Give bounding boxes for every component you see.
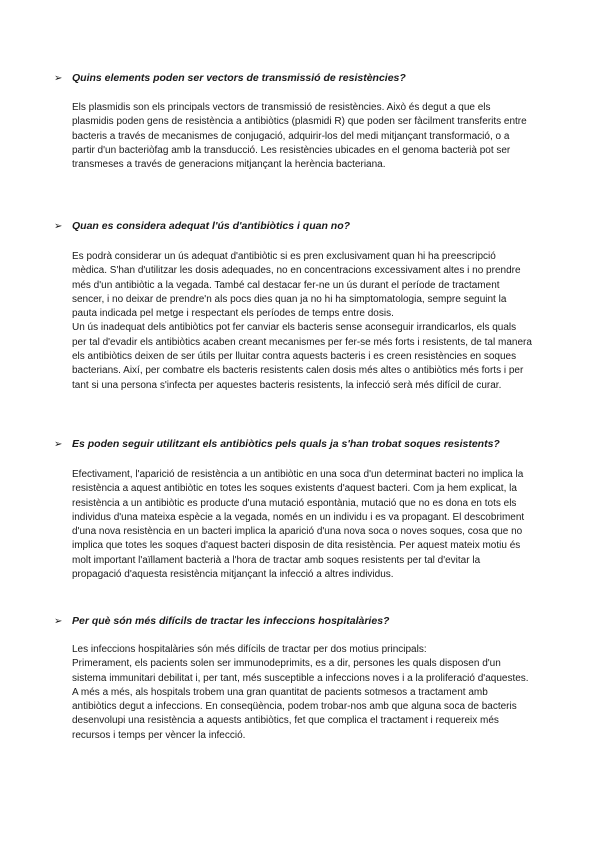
answer-paragraph: Un ús inadequat dels antibiòtics pot fer canviar els bacteris sense aconseguir irrandicarlos, els quals per tal d'evadir els antibiòtics acaben creant mecanismes per fer-se més forts i resistents, de tal manera els antibiòtics deixen de ser útils per lluitar contra aquests bacteris i es creen resistències en soques bacterians. Així, per combatre els bacteris resistents calen dosis més altes o antibiòtics més forts i per tant si una persona s'infecta per aquestes bacteris resistents, la infecció serà més difícil de curar. <box>72 322 532 391</box>
answer-paragraph: A més a més, als hospitals trobem una gran quantitat de pacients sotmesos a tractament amb antibiòtics degut a infeccions. En conseqüència, podem trobar-nos amb que alguna soca de bacteris desenvolupi una resistència a aquests antibiòtics, fet que complica el tractament i requereix més recursos i temps per vèncer la infecció. <box>72 686 517 741</box>
question-text: Quan es considera adequat l'ús d'antibiòtics i quan no? <box>72 220 351 232</box>
question-heading <box>54 219 574 234</box>
answer-block <box>72 250 532 393</box>
answer-paragraph: Efectivament, l'aparició de resistència a un antibiòtic en una soca d'un determinat bacteri no implica la resistència a aquest antibiòtic en totes les soques existents d'aquest bacteri. Com ja hem explicat, la resistència a un antibiòtic es producte d'una mutació espontània, mutació que no es dona en tots els individus d'una mateixa espècie a la vegada, només en un individu i es va propagant. El descobriment d'una nova resistència en un bacteri implica la aparició d'una nova soca o noves soques, cosa que no implica que totes les soques d'aquest bacteri disposin de dita resistència. Per aquest mateix motiu és molt important l'aïllament bacterià a l'hora de tractar amb soques resistents per tal d'evitar la propagació d'aquesta resistència mitjançant la infecció a altres individus. <box>72 469 525 581</box>
answer-paragraph: Els plasmidis son els principals vectors de transmissió de resistències. Això és degut a que els plasmidis poden gens de resistència a antibiòtics (plasmidi R) que poden ser fàcilment transferits entre bacteris a través de mecanismes de conjugació, adquirir-los del medi mitjançant transformació, o a partir d'un bacteriòfag amb la transducció. Les resistències ubicades en el genoma bacterià pot ser transmeses a través de generacions mitjançant la herència bacteriana. <box>72 102 527 171</box>
answer-block <box>72 468 532 582</box>
question-heading <box>54 437 574 452</box>
question-heading <box>54 614 574 629</box>
question-text: Per què són més difícils de tractar les infeccions hospitalàries? <box>72 615 390 627</box>
answer-paragraph: Primerament, els pacients solen ser immunodeprimits, es a dir, persones les quals disposen d'un sistema immunitari debilitat i, per tant, més susceptible a infeccions noves i a la proliferació d'aquestes. <box>72 658 529 684</box>
arrow-bullet-icon: ➢ <box>54 616 63 627</box>
answer-paragraph: Es podrà considerar un ús adequat d'antibiòtic si es pren exclusivament quan hi ha preescripció mèdica. S'han d'utilitzar les dosis adequades, no en concentracions excessivament altes i no prendre més d'un antibiòtic a la vegada. També cal destacar fer-ne un ús durant el període de tractament sencer, i no deixar de prendre'n als pocs dies quan ja no hi ha simptomatologia, sempre seguint la pauta indicada pel metge i respectant els períodes de temps entre dosis. <box>72 251 521 320</box>
question-heading <box>54 71 574 86</box>
arrow-bullet-icon: ➢ <box>54 439 63 450</box>
answer-block <box>72 643 532 743</box>
arrow-bullet-icon: ➢ <box>54 73 63 84</box>
question-text: Es poden seguir utilitzant els antibiòtics pels quals ja s'han trobat soques resistents? <box>72 438 500 450</box>
arrow-bullet-icon: ➢ <box>54 221 63 232</box>
answer-block <box>72 101 532 172</box>
question-text: Quins elements poden ser vectors de transmissió de resistències? <box>72 72 406 84</box>
answer-paragraph: Les infeccions hospitalàries són més difícils de tractar per dos motius principals: <box>72 644 427 655</box>
